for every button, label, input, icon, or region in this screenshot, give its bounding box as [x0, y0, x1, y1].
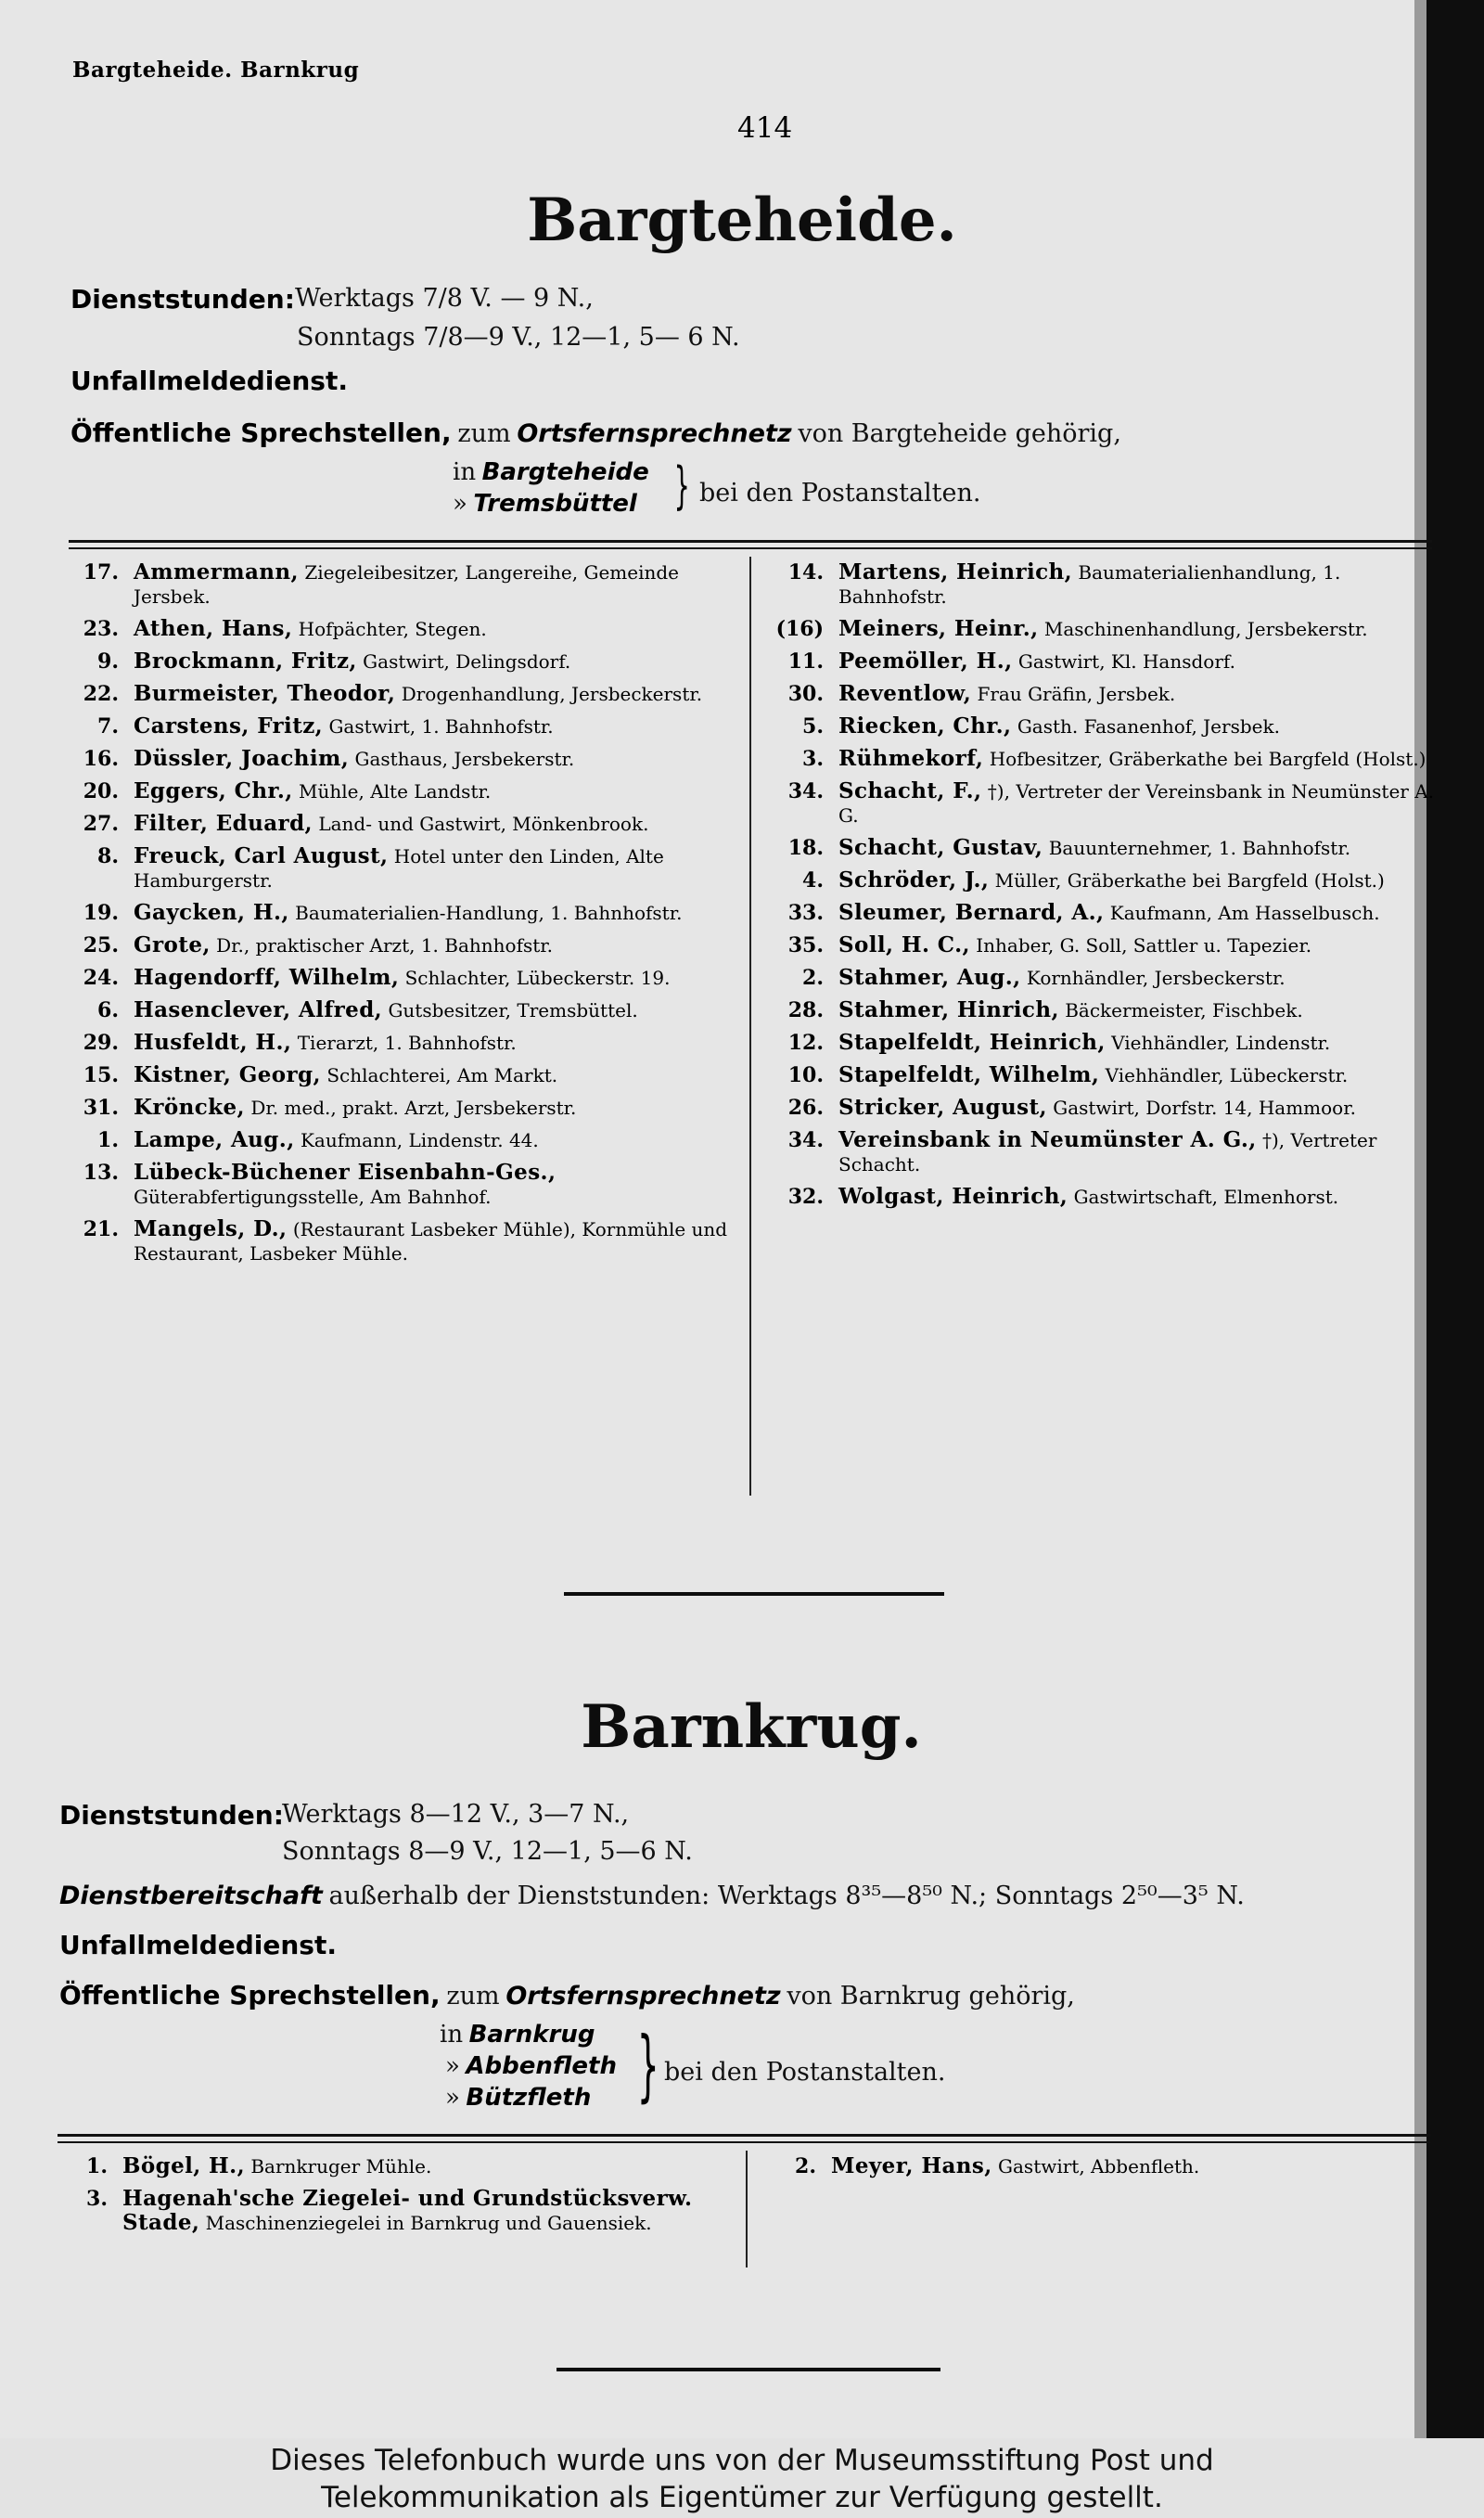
- s2-unfall: Unfallmeldedienst.: [59, 1930, 337, 1960]
- list-item: [65, 779, 735, 803]
- list-item: [54, 2187, 731, 2235]
- entry-number: 34.: [787, 1128, 824, 1152]
- entry-text: [122, 2187, 731, 2235]
- entry-text: [838, 560, 1436, 609]
- entry-name: Athen, Hans,: [134, 616, 293, 641]
- entry-name: Stahmer, Hinrich,: [838, 997, 1059, 1022]
- entry-name: Hasenclever, Alfred,: [134, 997, 383, 1022]
- entry-number: 3.: [86, 2187, 108, 2211]
- entry-text: [838, 836, 1436, 860]
- entry-detail: Gastwirtschaft, Elmenhorst.: [1073, 1186, 1339, 1208]
- footer-notice: [0, 2438, 1484, 2518]
- entry-detail: Hofbesitzer, Gräberkathe bei Bargfeld (Holst.): [989, 748, 1426, 770]
- entry-name: Lübeck-Büchener Eisenbahn-Ges.,: [134, 1160, 556, 1185]
- entry-text: [134, 1096, 735, 1120]
- list-item: [65, 1031, 735, 1055]
- s1-column-divider: [749, 557, 751, 1496]
- entry-number: 18.: [787, 836, 824, 860]
- entry-detail: Gasth. Fasanenhof, Jersbek.: [1017, 715, 1280, 738]
- entry-name: Burmeister, Theodor,: [134, 681, 396, 706]
- entry-name: Schacht, Gustav,: [838, 835, 1043, 860]
- entry-name: Mangels, D.,: [134, 1216, 288, 1241]
- s2-bereit-text: außerhalb der Dienststunden: Werktags 8³⁵—8⁵⁰ N.; Sonntags 2⁵⁰—3⁵ N.: [328, 1882, 1245, 1910]
- entry-name: Meyer, Hans,: [831, 2153, 992, 2178]
- entry-number: 33.: [787, 901, 824, 925]
- s1-unfall: Unfallmeldedienst.: [70, 366, 348, 396]
- entry-name: Kröncke,: [134, 1095, 245, 1120]
- s1-end-rule: [564, 1592, 944, 1596]
- list-item: [54, 2154, 731, 2178]
- entry-detail: Maschinenziegelei in Barnkrug und Gauensiek.: [205, 2212, 652, 2234]
- entry-number: 32.: [787, 1185, 824, 1209]
- entry-number: 22.: [83, 682, 119, 706]
- s2-loc1-prefix: in: [440, 2021, 464, 2049]
- list-item: [770, 1063, 1436, 1087]
- entry-number: 28.: [787, 998, 824, 1022]
- list-item: [770, 560, 1436, 609]
- entry-name: Rühmekorf,: [838, 746, 984, 771]
- list-item: [770, 1128, 1436, 1176]
- list-item: [65, 1063, 735, 1087]
- list-item: [65, 1128, 735, 1152]
- entry-name: Wolgast, Heinrich,: [838, 1184, 1068, 1209]
- list-item: [770, 682, 1436, 706]
- entry-detail: Bauunternehmer, 1. Bahnhofstr.: [1048, 837, 1351, 859]
- s1-werktags: Werktags 7/8 V. — 9 N.,: [295, 284, 594, 313]
- entry-text: [134, 1063, 735, 1087]
- entry-detail: Ziegeleibesitzer, Langereihe, Gemeinde Jersbek.: [134, 561, 679, 608]
- list-item: [65, 812, 735, 836]
- entry-name: Schröder, J.,: [838, 867, 990, 893]
- list-item: [770, 901, 1436, 925]
- entry-text: [838, 1096, 1436, 1120]
- entry-name: Gaycken, H.,: [134, 900, 289, 925]
- list-item: [770, 998, 1436, 1022]
- entry-detail: Gastwirt, Delingsdorf.: [363, 650, 571, 673]
- entry-text: [134, 682, 735, 706]
- entry-number: 34.: [787, 779, 824, 803]
- list-item: [770, 868, 1436, 893]
- entry-detail: (Restaurant Lasbeker Mühle), Kornmühle und Restaurant, Lasbeker Mühle.: [134, 1218, 728, 1265]
- entry-detail: Müller, Gräberkathe bei Bargfeld (Holst.): [994, 869, 1385, 892]
- entry-text: [134, 1128, 735, 1152]
- entry-detail: Hofpächter, Stegen.: [298, 618, 487, 640]
- section-title-bargteheide: Bargteheide.: [527, 186, 957, 255]
- entry-name: Carstens, Fritz,: [134, 713, 324, 739]
- list-item: [65, 1161, 735, 1209]
- entry-text: [134, 617, 735, 641]
- list-item: [770, 617, 1436, 641]
- s2-sprech-italic: Ortsfernsprechnetz: [505, 1982, 781, 2011]
- s1-postanstalten: bei den Postanstalten.: [699, 479, 981, 507]
- list-item: [770, 1031, 1436, 1055]
- section-title-barnkrug: Barnkrug.: [581, 1692, 922, 1762]
- s2-loc3: Bützfleth: [466, 2084, 592, 2112]
- list-item: [770, 714, 1436, 739]
- s2-left-column: [54, 2154, 731, 2243]
- entry-name: Meiners, Heinr.,: [838, 616, 1039, 641]
- s2-loc2: Abbenfleth: [466, 2052, 617, 2080]
- entry-name: Soll, H. C.,: [838, 932, 970, 957]
- entry-number: 30.: [787, 682, 824, 706]
- entry-detail: Viehhändler, Lübeckerstr.: [1105, 1064, 1349, 1086]
- entry-number: 2.: [795, 2154, 816, 2178]
- entry-number: (16): [775, 617, 824, 641]
- s2-loc1: Barnkrug: [468, 2021, 595, 2049]
- entry-text: [134, 779, 735, 803]
- entry-text: [838, 933, 1436, 957]
- s2-rule-top: [58, 2134, 1430, 2137]
- entry-text: [134, 998, 735, 1022]
- entry-text: [838, 649, 1436, 674]
- entry-detail: Güterabfertigungsstelle, Am Bahnhof.: [134, 1186, 492, 1208]
- s1-right-column: [770, 560, 1436, 1217]
- entry-detail: Gastwirt, Abbenfleth.: [998, 2155, 1200, 2178]
- entry-text: [838, 1063, 1436, 1087]
- entry-text: [134, 1031, 735, 1055]
- footer-line-1: Dieses Telefonbuch wurde uns von der Museumsstiftung Post und: [270, 2444, 1214, 2477]
- entry-detail: Tierarzt, 1. Bahnhofstr.: [297, 1032, 517, 1054]
- entry-number: 15.: [83, 1063, 119, 1087]
- list-item: [65, 747, 735, 771]
- entry-detail: Baumaterialienhandlung, 1. Bahnhofstr.: [838, 561, 1341, 608]
- list-item: [770, 779, 1436, 828]
- entry-number: 20.: [83, 779, 119, 803]
- entry-text: [134, 1161, 735, 1209]
- entry-name: Riecken, Chr.,: [838, 713, 1012, 739]
- entry-detail: Maschinenhandlung, Jersbekerstr.: [1043, 618, 1368, 640]
- list-item: [770, 836, 1436, 860]
- entry-number: 13.: [83, 1161, 119, 1185]
- entry-detail: Dr. med., prakt. Arzt, Jersbekerstr.: [250, 1097, 577, 1119]
- entry-detail: Baumaterialien-Handlung, 1. Bahnhofstr.: [295, 902, 683, 924]
- entry-name: Filter, Eduard,: [134, 811, 313, 836]
- s1-unfall-line: [70, 366, 1480, 396]
- entry-number: 11.: [787, 649, 824, 674]
- entry-number: 6.: [97, 998, 119, 1022]
- entry-number: 5.: [802, 714, 824, 739]
- entry-number: 12.: [787, 1031, 824, 1055]
- s2-column-divider: [746, 2151, 748, 2267]
- entry-text: [134, 933, 735, 957]
- entry-name: Ammermann,: [134, 559, 299, 585]
- entry-detail: Gastwirt, 1. Bahnhofstr.: [328, 715, 554, 738]
- entry-detail: Frau Gräfin, Jersbek.: [977, 683, 1176, 705]
- entry-name: Freuck, Carl August,: [134, 843, 389, 868]
- entry-detail: Schlachter, Lübeckerstr. 19.: [404, 967, 671, 989]
- s1-dienststunden: [70, 284, 1480, 315]
- list-item: [770, 747, 1436, 771]
- entry-number: 3.: [802, 747, 824, 771]
- entry-text: [134, 812, 735, 836]
- s2-unfall-line: [59, 1930, 1469, 1960]
- list-item: [65, 901, 735, 925]
- s1-sprech-line: [70, 418, 1480, 448]
- entry-number: 2.: [802, 966, 824, 990]
- entry-name: Stapelfeldt, Wilhelm,: [838, 1062, 1100, 1087]
- entry-detail: Land- und Gastwirt, Mönkenbrook.: [318, 813, 649, 835]
- s1-sprech-b: von Bargteheide gehörig,: [798, 419, 1121, 448]
- s2-loc1-line: [440, 2021, 1484, 2049]
- list-item: [65, 617, 735, 641]
- entry-number: 27.: [83, 812, 119, 836]
- entry-name: Sleumer, Bernard, A.,: [838, 900, 1105, 925]
- entry-number: 26.: [787, 1096, 824, 1120]
- entry-text: [134, 714, 735, 739]
- entry-text: [838, 868, 1436, 893]
- s2-bereit-label: Dienstbereitschaft: [59, 1882, 323, 1910]
- entry-name: Hagenah'sche Ziegelei- und Grundstücksverw. Stade,: [122, 2186, 693, 2235]
- entry-detail: Bäckermeister, Fischbek.: [1065, 999, 1303, 1021]
- entry-number: 4.: [802, 868, 824, 893]
- list-item: [65, 649, 735, 674]
- entry-name: Reventlow,: [838, 681, 972, 706]
- s2-dienststunden: [59, 1800, 1469, 1831]
- entry-detail: Schlachterei, Am Markt.: [326, 1064, 558, 1086]
- entry-detail: Gasthaus, Jersbekerstr.: [354, 748, 575, 770]
- s1-loc1-prefix: in: [453, 458, 477, 486]
- s2-postanstalten: bei den Postanstalten.: [664, 2058, 946, 2087]
- s2-bereit-line: [59, 1882, 1469, 1910]
- s1-sprech-a: zum: [457, 419, 511, 448]
- entry-text: [134, 1217, 735, 1265]
- entry-text: [838, 966, 1436, 990]
- list-item: [65, 560, 735, 609]
- entry-text: [838, 779, 1436, 828]
- entry-text: [838, 998, 1436, 1022]
- entry-number: 16.: [83, 747, 119, 771]
- s1-loc2-prefix: »: [453, 490, 467, 518]
- entry-text: [134, 844, 735, 893]
- entry-detail: Viehhändler, Lindenstr.: [1111, 1032, 1331, 1054]
- s2-sprech-label: Öffentliche Sprechstellen,: [59, 1980, 441, 2011]
- entry-detail: †), Vertreter Schacht.: [838, 1129, 1377, 1175]
- entry-name: Schacht, F.,: [838, 778, 982, 803]
- entry-text: [831, 2154, 1412, 2178]
- list-item: [770, 1096, 1436, 1120]
- s2-sprech-line: [59, 1980, 1469, 2011]
- entry-name: Martens, Heinrich,: [838, 559, 1073, 585]
- entry-detail: Kaufmann, Lindenstr. 44.: [300, 1129, 539, 1151]
- entry-number: 35.: [787, 933, 824, 957]
- s2-rule-bottom: [58, 2141, 1430, 2143]
- entry-detail: †), Vertreter der Vereinsbank in Neumünster A. G.: [838, 780, 1434, 827]
- list-item: [65, 844, 735, 893]
- entry-number: 25.: [83, 933, 119, 957]
- list-item: [770, 966, 1436, 990]
- s2-loc2-prefix: »: [445, 2052, 460, 2080]
- list-item: [65, 933, 735, 957]
- entry-number: 31.: [83, 1096, 119, 1120]
- entry-text: [838, 682, 1436, 706]
- s1-sprech-italic: Ortsfernsprechnetz: [517, 419, 792, 448]
- s1-left-column: [65, 560, 735, 1274]
- s2-sprech-a: zum: [446, 1982, 500, 2011]
- s1-brace-icon: }: [673, 456, 690, 515]
- entry-text: [838, 617, 1436, 641]
- entry-number: 9.: [97, 649, 119, 674]
- entry-detail: Mühle, Alte Landstr.: [299, 780, 492, 803]
- page-number: 414: [737, 111, 793, 145]
- entry-text: [134, 747, 735, 771]
- s2-werktags: Werktags 8—12 V., 3—7 N.,: [282, 1800, 630, 1829]
- s1-loc1: Bargteheide: [481, 458, 649, 486]
- entry-number: 24.: [83, 966, 119, 990]
- entry-text: [838, 1128, 1436, 1176]
- entry-number: 21.: [83, 1217, 119, 1241]
- entry-name: Stapelfeldt, Heinrich,: [838, 1030, 1106, 1055]
- s2-sprech-b: von Barnkrug gehörig,: [787, 1982, 1075, 2011]
- entry-number: 23.: [83, 617, 119, 641]
- list-item: [65, 714, 735, 739]
- entry-text: [838, 714, 1436, 739]
- s1-rule-bottom: [69, 547, 1432, 549]
- entry-name: Peemöller, H.,: [838, 649, 1013, 674]
- entry-detail: Gastwirt, Dorfstr. 14, Hammoor.: [1053, 1097, 1356, 1119]
- list-item: [65, 1096, 735, 1120]
- entry-name: Kistner, Georg,: [134, 1062, 321, 1087]
- footer-line-2: Telekommunikation als Eigentümer zur Verfügung gestellt.: [321, 2481, 1163, 2514]
- s1-dienststunden-label: Dienststunden:: [70, 284, 295, 315]
- entry-text: [134, 966, 735, 990]
- running-head: Bargteheide. Barnkrug: [72, 58, 360, 83]
- s2-right-column: [762, 2154, 1412, 2187]
- s2-loc3-line: [445, 2084, 1484, 2112]
- entry-number: 14.: [787, 560, 824, 585]
- entry-detail: Inhaber, G. Soll, Sattler u. Tapezier.: [976, 934, 1312, 957]
- entry-name: Stricker, August,: [838, 1095, 1047, 1120]
- entry-detail: Drogenhandlung, Jersbeckerstr.: [401, 683, 703, 705]
- entry-number: 7.: [97, 714, 119, 739]
- entry-number: 10.: [787, 1063, 824, 1087]
- entry-name: Brockmann, Fritz,: [134, 649, 357, 674]
- list-item: [770, 1185, 1436, 1209]
- entry-number: 1.: [86, 2154, 108, 2178]
- entry-name: Bögel, H.,: [122, 2153, 245, 2178]
- s1-sonntags: Sonntags 7/8—9 V., 12—1, 5— 6 N.: [297, 323, 740, 352]
- entry-name: Hagendorff, Wilhelm,: [134, 965, 400, 990]
- entry-text: [838, 747, 1436, 771]
- s1-rule-top: [69, 540, 1432, 543]
- list-item: [65, 998, 735, 1022]
- entry-number: 1.: [97, 1128, 119, 1152]
- list-item: [65, 1217, 735, 1265]
- s2-dienststunden-label: Dienststunden:: [59, 1800, 284, 1831]
- entry-number: 17.: [83, 560, 119, 585]
- entry-text: [134, 560, 735, 609]
- s2-brace-icon: }: [636, 2020, 659, 2111]
- entry-detail: Barnkruger Mühle.: [250, 2155, 432, 2178]
- s1-loc2: Tremsbüttel: [473, 490, 637, 518]
- entry-text: [134, 901, 735, 925]
- entry-number: 29.: [83, 1031, 119, 1055]
- s2-end-rule: [556, 2368, 940, 2371]
- entry-name: Grote,: [134, 932, 211, 957]
- entry-detail: Kaufmann, Am Hasselbusch.: [1109, 902, 1380, 924]
- entry-text: [122, 2154, 731, 2178]
- entry-text: [838, 1031, 1436, 1055]
- entry-text: [838, 1185, 1436, 1209]
- entry-name: Lampe, Aug.,: [134, 1127, 295, 1152]
- entry-name: Vereinsbank in Neumünster A. G.,: [838, 1127, 1257, 1152]
- entry-name: Eggers, Chr.,: [134, 778, 293, 803]
- list-item: [770, 933, 1436, 957]
- s2-loc3-prefix: »: [445, 2084, 460, 2112]
- list-item: [65, 966, 735, 990]
- entry-detail: Kornhändler, Jersbeckerstr.: [1026, 967, 1286, 989]
- list-item: [770, 649, 1436, 674]
- entry-detail: Gastwirt, Kl. Hansdorf.: [1017, 650, 1235, 673]
- s2-sonntags: Sonntags 8—9 V., 12—1, 5—6 N.: [282, 1837, 693, 1866]
- entry-number: 8.: [97, 844, 119, 868]
- entry-name: Stahmer, Aug.,: [838, 965, 1021, 990]
- entry-name: Düssler, Joachim,: [134, 746, 350, 771]
- entry-text: [134, 649, 735, 674]
- s1-sprech-label: Öffentliche Sprechstellen,: [70, 418, 452, 448]
- entry-detail: Hotel unter den Linden, Alte Hamburgerstr.: [134, 845, 664, 892]
- entry-name: Husfeldt, H.,: [134, 1030, 292, 1055]
- entry-detail: Gutsbesitzer, Tremsbüttel.: [388, 999, 638, 1021]
- entry-number: 19.: [83, 901, 119, 925]
- entry-detail: Dr., praktischer Arzt, 1. Bahnhofstr.: [216, 934, 553, 957]
- entry-text: [838, 901, 1436, 925]
- list-item: [65, 682, 735, 706]
- list-item: [762, 2154, 1412, 2178]
